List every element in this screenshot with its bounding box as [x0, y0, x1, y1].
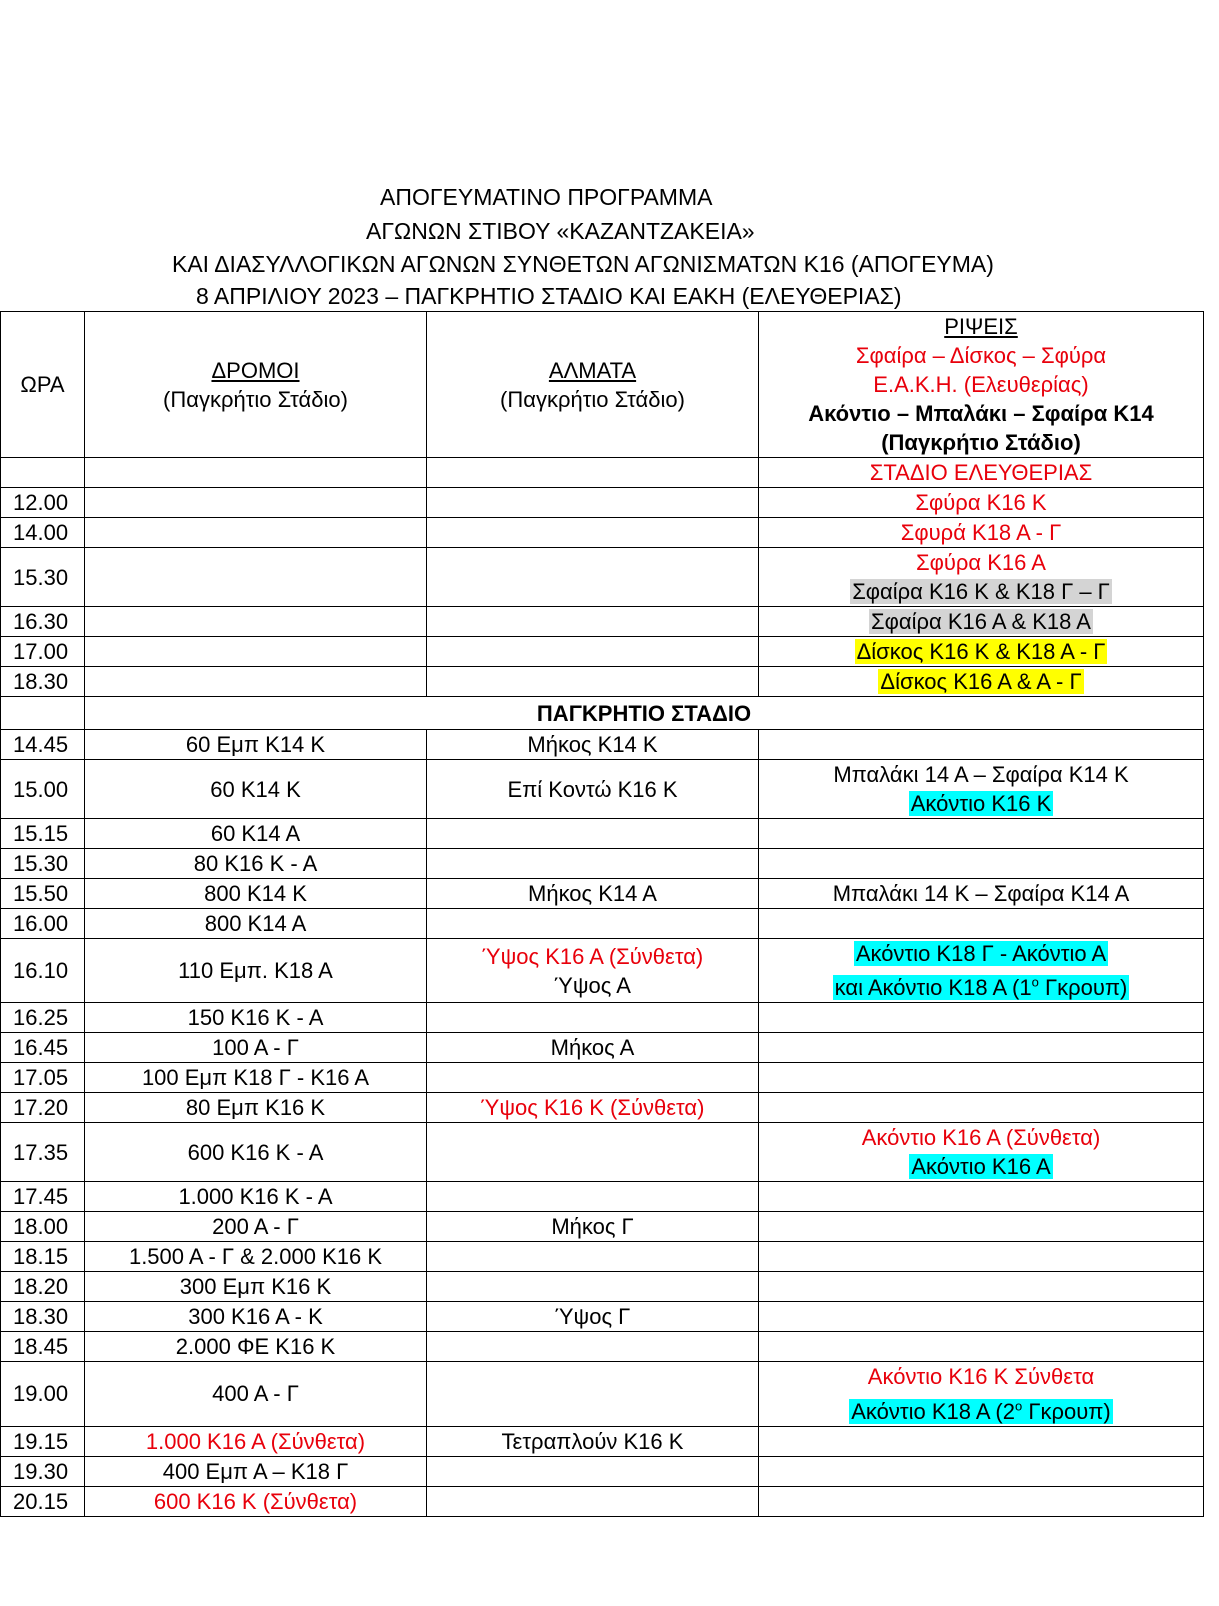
table-row: [1, 1003, 1204, 1033]
runs-cell: 1.500 Α - Γ & 2.000 Κ16 Κ: [85, 1242, 427, 1272]
jumps-cell: Μήκος Γ: [427, 1212, 759, 1242]
header-throws-line4: (Παγκρήτιο Στάδιο): [881, 430, 1081, 455]
title-line-3: ΚΑΙ ΔΙΑΣΥΛΛΟΓΙΚΩΝ ΑΓΩΝΩΝ ΣΥΝΘΕΤΩΝ ΑΓΩΝΙΣΜΑΤΩΝ Κ16 (ΑΠΟΓΕΥΜΑ): [172, 251, 994, 277]
header-throws-line1: Σφαίρα – Δίσκος – Σφύρα: [855, 343, 1107, 368]
throws-cell: [759, 667, 1204, 697]
jumps-line: Ύψος Α: [554, 972, 631, 998]
time-cell: 15.15: [1, 819, 85, 849]
throws-line-highlight: Σφαίρα Κ16 Α & Κ18 Α: [871, 609, 1091, 634]
time-cell: 16.00: [1, 909, 85, 939]
throws-line-highlight: Δίσκος Κ16 Α & Α - Γ: [880, 669, 1082, 694]
time-cell: 15.30: [1, 849, 85, 879]
table-row: [1, 607, 1204, 637]
table-row: [1, 909, 1204, 939]
title-line-1: ΑΠΟΓΕΥΜΑΤΙΝΟ ΠΡΟΓΡΑΜΜΑ: [380, 184, 713, 210]
throws-line-highlight: Ακόντιο Κ16 Κ: [910, 791, 1052, 816]
runs-cell: 150 Κ16 Κ - Α: [85, 1003, 427, 1033]
jumps-cell: [427, 939, 759, 1003]
throws-cell: [759, 760, 1204, 819]
runs-cell: 100 Α - Γ: [85, 1033, 427, 1063]
time-cell: 18.30: [1, 1302, 85, 1332]
schedule-table: [0, 311, 1204, 1517]
table-row: [1, 760, 1204, 819]
time-cell: 15.00: [1, 760, 85, 819]
runs-cell: 800 Κ14 Κ: [85, 879, 427, 909]
header-runs-label: ΔΡΟΜΟΙ: [211, 357, 300, 383]
throws-line: Σφύρα Κ16 Α: [916, 550, 1046, 575]
header-row: [1, 312, 1204, 458]
runs-cell: 2.000 ΦΕ Κ16 Κ: [85, 1332, 427, 1362]
time-cell: 18.30: [1, 667, 85, 697]
jumps-cell: Μήκος Κ14 Α: [427, 879, 759, 909]
runs-cell: 1.000 Κ16 Κ - Α: [85, 1182, 427, 1212]
runs-cell: 80 Κ16 Κ - Α: [85, 849, 427, 879]
table-row: [1, 849, 1204, 879]
throws-cell: [759, 637, 1204, 667]
table-row: [1, 1456, 1204, 1486]
jumps-cell: Ύψος Κ16 Κ (Σύνθετα): [427, 1093, 759, 1123]
time-cell: 18.15: [1, 1242, 85, 1272]
runs-cell: 60 Εμπ Κ14 Κ: [85, 730, 427, 760]
runs-cell: 110 Εμπ. Κ18 Α: [85, 939, 427, 1003]
section-pagkritio: ΠΑΓΚΡΗΤΙΟ ΣΤΑΔΙΟ: [85, 697, 1204, 730]
header-runs-venue: (Παγκρήτιο Στάδιο): [163, 386, 348, 412]
time-cell: 15.50: [1, 879, 85, 909]
time-cell: 19.30: [1, 1456, 85, 1486]
time-cell: 16.30: [1, 607, 85, 637]
runs-cell: 100 Εμπ Κ18 Γ - Κ16 Α: [85, 1063, 427, 1093]
throws-line: Ακόντιο Κ16 Κ Σύνθετα: [867, 1364, 1095, 1390]
section-row-eleftherias: [1, 458, 1204, 488]
runs-cell: 600 Κ16 Κ - Α: [85, 1123, 427, 1182]
throws-cell: [759, 939, 1204, 1003]
time-cell: 18.00: [1, 1212, 85, 1242]
table-row: [1, 879, 1204, 909]
throws-line-highlight: Δίσκος Κ16 Κ & Κ18 Α - Γ: [856, 639, 1106, 664]
header-runs: [85, 312, 427, 458]
title-line-2: ΑΓΩΝΩΝ ΣΤΙΒΟΥ «ΚΑΖΑΝΤΖΑΚΕΙΑ»: [366, 218, 755, 244]
table-row: [1, 730, 1204, 760]
table-row: [1, 667, 1204, 697]
jumps-cell: Επί Κοντώ Κ16 Κ: [427, 760, 759, 819]
header-jumps: [427, 312, 759, 458]
table-row: [1, 488, 1204, 518]
time-cell: 14.45: [1, 730, 85, 760]
runs-cell: 400 Εμπ Α – Κ18 Γ: [85, 1456, 427, 1486]
title-line-4: 8 ΑΠΡΙΛΙΟΥ 2023 – ΠΑΓΚΡΗΤΙΟ ΣΤΑΔΙΟ ΚΑΙ ΕΑΚΗ (ΕΛΕΥΘΕΡΙΑΣ): [196, 283, 902, 309]
table-row: [1, 1302, 1204, 1332]
time-cell: 17.05: [1, 1063, 85, 1093]
time-cell: 15.30: [1, 548, 85, 607]
throws-cell: [759, 607, 1204, 637]
runs-cell: 600 Κ16 Κ (Σύνθετα): [85, 1486, 427, 1516]
throws-line-highlight: Ακόντιο Κ16 Α: [911, 1154, 1051, 1180]
runs-cell: 300 Κ16 Α - Κ: [85, 1302, 427, 1332]
header-jumps-venue: (Παγκρήτιο Στάδιο): [500, 386, 685, 412]
table-row: [1, 1486, 1204, 1516]
throws-line: Ακόντιο Κ16 Α (Σύνθετα): [861, 1125, 1101, 1151]
table-row: [1, 1272, 1204, 1302]
throws-cell: [759, 1362, 1204, 1426]
runs-cell: 800 Κ14 Α: [85, 909, 427, 939]
table-row: [1, 1033, 1204, 1063]
runs-cell: 300 Εμπ Κ16 Κ: [85, 1272, 427, 1302]
runs-cell: 400 Α - Γ: [85, 1362, 427, 1426]
time-cell: 18.45: [1, 1332, 85, 1362]
jumps-cell: Ύψος Γ: [427, 1302, 759, 1332]
header-time: ΩΡΑ: [1, 312, 85, 458]
table-row: [1, 1426, 1204, 1456]
time-cell: 18.20: [1, 1272, 85, 1302]
throws-line: Μπαλάκι 14 Α – Σφαίρα Κ14 Κ: [833, 762, 1129, 787]
table-row: [1, 1093, 1204, 1123]
table-row: [1, 1182, 1204, 1212]
runs-cell: 60 Κ14 Α: [85, 819, 427, 849]
time-cell: 16.45: [1, 1033, 85, 1063]
table-row: [1, 819, 1204, 849]
jumps-cell: Μήκος Α: [427, 1033, 759, 1063]
header-throws-line2: Ε.Α.Κ.Η. (Ελευθερίας): [873, 372, 1089, 397]
time-cell: 16.25: [1, 1003, 85, 1033]
throws-cell: Μπαλάκι 14 Κ – Σφαίρα Κ14 Α: [759, 879, 1204, 909]
table-row: [1, 518, 1204, 548]
throws-cell: [759, 1123, 1204, 1182]
table-row: [1, 1212, 1204, 1242]
time-cell: 19.00: [1, 1362, 85, 1426]
runs-cell: 60 Κ14 Κ: [85, 760, 427, 819]
time-cell: 17.35: [1, 1123, 85, 1182]
jumps-line: Ύψος Κ16 Α (Σύνθετα): [481, 943, 704, 969]
runs-cell: 1.000 Κ16 Α (Σύνθετα): [85, 1426, 427, 1456]
time-cell: 17.20: [1, 1093, 85, 1123]
header-jumps-label: ΑΛΜΑΤΑ: [548, 357, 637, 383]
time-cell: 20.15: [1, 1486, 85, 1516]
header-throws-line3: Ακόντιο – Μπαλάκι – Σφαίρα Κ14: [808, 401, 1154, 426]
runs-cell: 200 Α - Γ: [85, 1212, 427, 1242]
jumps-cell: Μήκος Κ14 Κ: [427, 730, 759, 760]
header-throws: [759, 312, 1204, 458]
throws-cell: Σφυρά Κ18 Α - Γ: [759, 518, 1204, 548]
table-row: [1, 637, 1204, 667]
time-cell: 17.45: [1, 1182, 85, 1212]
throws-line-highlight: Σφαίρα Κ16 Κ & Κ18 Γ – Γ: [852, 579, 1110, 604]
section-eleftherias: ΣΤΑΔΙΟ ΕΛΕΥΘΕΡΙΑΣ: [759, 458, 1204, 488]
table-row: [1, 1242, 1204, 1272]
section-row-pagkritio: [1, 697, 1204, 730]
throws-line-highlight: Ακόντιο Κ18 Α ($2^o$ Γκρουπ): [851, 1398, 1111, 1424]
table-row: [1, 939, 1204, 1003]
time-cell: 14.00: [1, 518, 85, 548]
table-row: [1, 1332, 1204, 1362]
header-throws-label: ΡΙΨΕΙΣ: [944, 314, 1018, 339]
table-row: [1, 1362, 1204, 1426]
throws-cell: Σφύρα Κ16 Κ: [759, 488, 1204, 518]
table-row: [1, 1123, 1204, 1182]
time-cell: 17.00: [1, 637, 85, 667]
throws-line-highlight: και Ακόντιο Κ18 Α ($1^o$ Γκρουπ): [834, 975, 1128, 1001]
time-cell: 16.10: [1, 939, 85, 1003]
time-cell: 12.00: [1, 488, 85, 518]
runs-cell: 80 Εμπ Κ16 Κ: [85, 1093, 427, 1123]
jumps-cell: Τετραπλούν Κ16 Κ: [427, 1426, 759, 1456]
table-row: [1, 548, 1204, 607]
throws-line-highlight: Ακόντιο Κ18 Γ - Ακόντιο Α: [855, 941, 1107, 966]
time-cell: 19.15: [1, 1426, 85, 1456]
table-row: [1, 1063, 1204, 1093]
throws-cell: [759, 548, 1204, 607]
